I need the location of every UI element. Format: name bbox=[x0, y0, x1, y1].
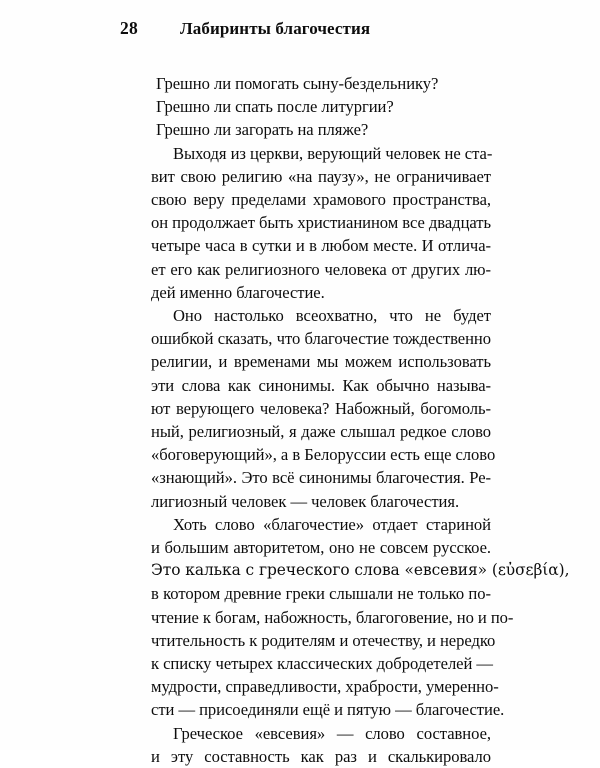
text-line: четыре часа в сутки и в любом месте. И отлича- bbox=[151, 236, 491, 256]
text-line: дей именно благочестие. bbox=[151, 282, 325, 302]
running-title: Лабиринты благочестия bbox=[180, 19, 371, 38]
text-line: «боговерующий», а в Белоруссии есть еще слово bbox=[151, 445, 496, 465]
text-line: эти слова как синонимы. Как обычно называ- bbox=[151, 375, 491, 395]
text-line: ют верующего человека? Набожный, богомоль- bbox=[151, 398, 491, 418]
text-line: вит свою религию «на паузу», не ограничивает bbox=[151, 166, 491, 186]
text-line: свою веру пределами храмового пространства, bbox=[151, 190, 491, 210]
text-line-with-greek: Это калька с греческого слова «евсевия» (εὐσεβία), bbox=[151, 561, 570, 580]
text-line: к списку четырех классических добродетелей — bbox=[151, 654, 493, 674]
text-line: и большим авторитетом, оно не совсем русское. bbox=[151, 538, 491, 558]
question-line-3: Грешно ли загорать на пляже? bbox=[156, 120, 369, 140]
page-number: 28 bbox=[120, 18, 138, 38]
paragraph-4 bbox=[151, 722, 491, 768]
text-line: мудрости, справедливости, храбрости, умеренно- bbox=[151, 677, 499, 697]
paragraph-1 bbox=[151, 142, 491, 304]
paragraph-3 bbox=[151, 513, 570, 722]
text-line: ный, религиозный, я даже слышал редкое слово bbox=[151, 422, 491, 442]
text-line: лигиозный человек — человек благочестия. bbox=[151, 491, 460, 511]
text-line: в котором древние греки слышали не только по- bbox=[151, 584, 491, 604]
question-line-1: Грешно ли помогать сыну-бездельнику? bbox=[156, 74, 439, 93]
text-line: ошибкой сказать, что благочестие тождественно bbox=[151, 329, 491, 349]
text-line: «знающий». Это всё синонимы благочестия. Ре- bbox=[151, 468, 491, 488]
text-line: сти — присоединяли ещё и пятую — благочестие. bbox=[151, 700, 505, 720]
text-line: религии, и временами мы можем использовать bbox=[151, 352, 491, 372]
text-line: ет его как религиозного человека от других лю- bbox=[151, 259, 491, 279]
text-line: Хоть слово «благочестие» отдает стариной bbox=[173, 514, 491, 534]
text-block bbox=[151, 72, 570, 768]
text-line: чтение к богам, набожность, благоговение, но и по- bbox=[151, 607, 514, 627]
running-head bbox=[120, 18, 500, 44]
paragraph-2 bbox=[151, 304, 496, 513]
question-line-2: Грешно ли спать после литургии? bbox=[156, 97, 394, 117]
text-line: Греческое «евсевия» — слово составное, bbox=[173, 723, 491, 743]
text-line: и эту составность как раз и скалькировало bbox=[151, 746, 491, 766]
text-line: Выходя из церкви, верующий человек не ста- bbox=[173, 143, 493, 163]
text-line: он продолжает быть христианином все двадцать bbox=[151, 213, 492, 233]
text-line: чтительность к родителям и отечеству, и нередко bbox=[151, 630, 496, 650]
text-line: Оно настолько всеохватно, что не будет bbox=[173, 306, 491, 326]
